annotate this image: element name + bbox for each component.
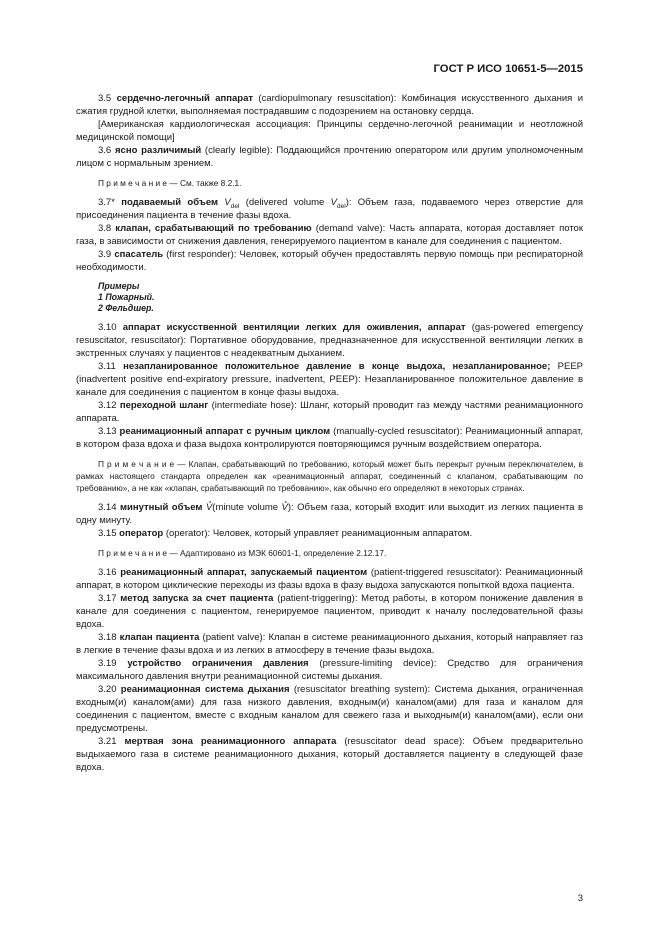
term-3-6: 3.6 ясно различимый (clearly legible): Поддающийся прочтению оператором или другим уполномоченным лицом с нормальным зрением. bbox=[76, 145, 583, 169]
term-3-8: 3.8 клапан, срабатывающий по требованию (demand valve): Часть аппарата, которая доставляет поток газа, в зависимости от снижения давления, генерируемого пациентом в канале для соединения с пациентом. bbox=[76, 223, 583, 247]
term-3-14: 3.14 минутный объем V̊(minute volume V̊): Объем газа, который входит или выходит из легких пациента в одну минуту. bbox=[76, 502, 584, 526]
term-title: реанимационный аппарат с ручным циклом bbox=[119, 426, 331, 437]
note-3: П р и м е ч а н и е — Адаптировано из МЭК 60601-1, определение 2.12.17. bbox=[98, 548, 387, 558]
term-3-20: 3.20 реанимационная система дыхания (resuscitator breathing system): Система дыхания, ограниченная входным(и) каналом(ами) для газа низкого давления, входным(и) каналом(ами) для газа и каналом для соединения с пациентом, вместе с входным каналом для свежего газа и выходным(и) каналом(ами), если они предусмотрены. bbox=[76, 684, 583, 734]
note-label: П р и м е ч а н и е bbox=[98, 178, 168, 188]
term-title: минутный объем bbox=[119, 502, 206, 513]
term-title: спасатель bbox=[114, 249, 164, 260]
document-body bbox=[76, 92, 583, 774]
example-item: 2 Фельдшер. bbox=[98, 303, 154, 313]
term-3-7: 3.7* подаваемый объем $V_{del}$ (delivered volume $V_{del}$): Объем газа, подаваемого через отверстие для присоединения пациента в течение фазы вдоха. bbox=[76, 197, 584, 221]
term-title: клапан, срабатывающий по требованию bbox=[115, 223, 312, 234]
note-label: П р и м е ч а н и е bbox=[98, 459, 175, 469]
term-title: подаваемый объем bbox=[121, 197, 225, 208]
note-1: П р и м е ч а н и е — См. также 8.2.1. bbox=[98, 178, 242, 188]
term-title: клапан пациента bbox=[119, 632, 200, 643]
reference-citation: [Американская кардиологическая ассоциация: Принципы сердечно-легочной реанимации и неотложной медицинской помощи] bbox=[76, 119, 583, 143]
term-3-9: 3.9 спасатель (first responder): Человек, который обучен предоставлять первую помощь при респираторной необходимости. bbox=[76, 249, 584, 273]
term-title: аппарат искусственной вентиляции легких для оживления, аппарат bbox=[122, 322, 466, 333]
term-title: мертвая зона реанимационного аппарата bbox=[124, 736, 337, 747]
term-3-5: 3.5 сердечно-легочный аппарат (cardiopulmonary resuscitation): Комбинация искусственного дыхания и сжатия грудной клетки, выполняемая пострадавшим с подозрением на остановку сердца. bbox=[76, 93, 583, 117]
term-title: метод запуска за счет пациента bbox=[120, 593, 274, 604]
term-title: оператор bbox=[119, 528, 164, 539]
term-title: реанимационный аппарат, запускаемый пациентом bbox=[120, 567, 368, 578]
term-3-19: 3.19 устройство ограничения давления (pressure-limiting device): Средство для ограничения максимального давления внутри реанимационной системы дыхания. bbox=[76, 658, 583, 682]
term-title: ясно различимый bbox=[115, 145, 202, 156]
term-title: переходной шланг bbox=[119, 400, 209, 411]
term-3-13: 3.13 реанимационный аппарат с ручным циклом (manually-cycled resuscitator): Реанимационный аппарат, в котором фаза вдоха и фаза выдоха контролируются повторяющимся ручным воздействием оператора. bbox=[76, 426, 583, 450]
term-title: устройство ограничения давления bbox=[127, 658, 309, 669]
term-3-12: 3.12 переходной шланг (intermediate hose): Шланг, который проводит газ между частями реанимационного аппарата. bbox=[76, 400, 584, 424]
term-title: реанимационная система дыхания bbox=[120, 684, 290, 695]
term-title: сердечно-легочный аппарат bbox=[116, 93, 254, 104]
term-3-16: 3.16 реанимационный аппарат, запускаемый пациентом (patient-triggered resuscitator): Реанимационный аппарат, в котором циклические переходы из фазы вдоха в фазу выдоха запускаются попыткой вдоха пациента. bbox=[76, 567, 583, 591]
term-3-15: 3.15 оператор (operator): Человек, который управляет реанимационным аппаратом. bbox=[98, 528, 473, 539]
term-title: незапланированное положительное давление в конце выдоха, незапланированное; bbox=[123, 361, 551, 372]
term-3-10: 3.10 аппарат искусственной вентиляции легких для оживления, аппарат (gas-powered emergency resuscitator, resuscitator): Портативное оборудование, предназначенное для искусственной вентиляции легких в экстренных случаях у пациентов с неадекватным дыханием. bbox=[76, 322, 584, 359]
note-label: П р и м е ч а н и е bbox=[98, 548, 168, 558]
examples-title: Примеры bbox=[98, 281, 140, 291]
term-3-21: 3.21 мертвая зона реанимационного аппарата (resuscitator dead space): Объем предварительно выдыхаемого газа в системе реанимационного дыхания, который доставляется пациенту в следующей фазе вдоха. bbox=[76, 736, 583, 773]
term-3-17: 3.17 метод запуска за счет пациента (patient-triggering): Метод работы, в котором понижение давления в канале для соединения с пациентом, генерируемое пациентом, приводит к началу последовательной фазы вдоха. bbox=[76, 593, 583, 630]
term-3-18: 3.18 клапан пациента (patient valve): Клапан в системе реанимационного дыхания, который направляет газ в легкие в течение фазы вдоха и из легких в атмосферу в течение фазы выдоха. bbox=[76, 632, 583, 656]
note-2: П р и м е ч а н и е — Клапан, срабатывающий по требованию, который может быть перекрыт ручным переключателем, в рамках настоящего стандарта определен как «реанимационный аппарат, соединенный с клапаном, срабатывающим по требованию», а не как «клапан, срабатывающий по требованию», как обычно его определяют в некоторых странах. bbox=[76, 459, 584, 493]
page-number: 3 bbox=[577, 893, 583, 904]
example-item: 1 Пожарный. bbox=[98, 292, 155, 302]
document-code: ГОСТ Р ИСО 10651-5—2015 bbox=[433, 63, 583, 75]
term-3-11: 3.11 незапланированное положительное давление в конце выдоха, незапланированное; PEEP (inadvertent positive end-expiratory pressure, inadvertent, PEEP): Незапланированное положительное давление в канале для соединения с пациентом в конце фазы выдоха. bbox=[76, 361, 583, 398]
